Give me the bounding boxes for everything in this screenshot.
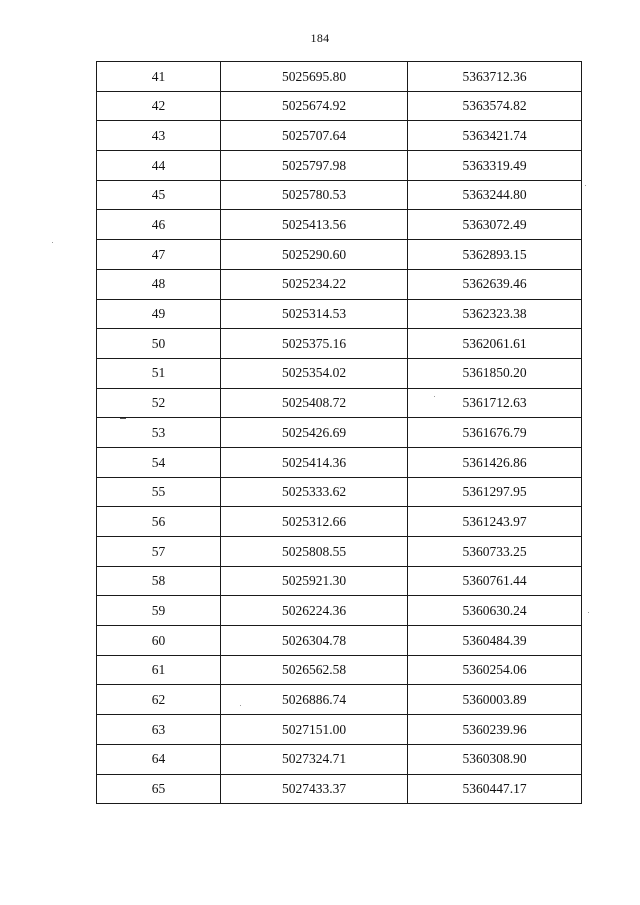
- table-row: [97, 596, 582, 626]
- point-number-cell: 42: [97, 91, 221, 121]
- point-number-cell: 62: [97, 685, 221, 715]
- table-row: [97, 537, 582, 567]
- point-number-cell: 43: [97, 121, 221, 151]
- x-coordinate-cell: 5025314.53: [221, 299, 408, 329]
- page-number: 184: [310, 31, 330, 45]
- point-number-cell: 50: [97, 329, 221, 359]
- y-coordinate-cell: 5363244.80: [408, 180, 582, 210]
- point-number-cell: 52: [97, 388, 221, 418]
- x-coordinate-cell: 5025413.56: [221, 210, 408, 240]
- x-coordinate-cell: 5025312.66: [221, 507, 408, 537]
- table-row: [97, 151, 582, 181]
- y-coordinate-cell: 5361243.97: [408, 507, 582, 537]
- y-coordinate-cell: 5363319.49: [408, 151, 582, 181]
- x-coordinate-cell: 5025426.69: [221, 418, 408, 448]
- point-number-cell: 65: [97, 774, 221, 804]
- x-coordinate-cell: 5025921.30: [221, 566, 408, 596]
- table-row: [97, 685, 582, 715]
- scan-speck: [434, 396, 435, 397]
- scan-speck: [588, 612, 589, 613]
- y-coordinate-cell: 5362893.15: [408, 240, 582, 270]
- x-coordinate-cell: 5026886.74: [221, 685, 408, 715]
- table-row: [97, 329, 582, 359]
- table-row: [97, 210, 582, 240]
- point-number-cell: 59: [97, 596, 221, 626]
- table-row: [97, 477, 582, 507]
- table-row: [97, 715, 582, 745]
- table-row: [97, 62, 582, 92]
- y-coordinate-cell: 5361297.95: [408, 477, 582, 507]
- table-row: [97, 447, 582, 477]
- y-coordinate-cell: 5362061.61: [408, 329, 582, 359]
- point-number-cell: 61: [97, 655, 221, 685]
- y-coordinate-cell: 5360254.06: [408, 655, 582, 685]
- y-coordinate-cell: 5361676.79: [408, 418, 582, 448]
- x-coordinate-cell: 5025414.36: [221, 447, 408, 477]
- x-coordinate-cell: 5025780.53: [221, 180, 408, 210]
- x-coordinate-cell: 5025408.72: [221, 388, 408, 418]
- point-number-cell: 58: [97, 566, 221, 596]
- table-row: [97, 566, 582, 596]
- y-coordinate-cell: 5360733.25: [408, 537, 582, 567]
- table-row: [97, 507, 582, 537]
- scan-speck: [120, 418, 126, 419]
- point-number-cell: 45: [97, 180, 221, 210]
- table-row: [97, 121, 582, 151]
- x-coordinate-cell: 5025797.98: [221, 151, 408, 181]
- point-number-cell: 48: [97, 269, 221, 299]
- point-number-cell: 54: [97, 447, 221, 477]
- x-coordinate-cell: 5027324.71: [221, 744, 408, 774]
- point-number-cell: 51: [97, 358, 221, 388]
- x-coordinate-cell: 5025354.02: [221, 358, 408, 388]
- x-coordinate-cell: 5026562.58: [221, 655, 408, 685]
- x-coordinate-cell: 5025234.22: [221, 269, 408, 299]
- x-coordinate-cell: 5025375.16: [221, 329, 408, 359]
- point-number-cell: 44: [97, 151, 221, 181]
- y-coordinate-cell: 5361850.20: [408, 358, 582, 388]
- x-coordinate-cell: 5025808.55: [221, 537, 408, 567]
- y-coordinate-cell: 5360447.17: [408, 774, 582, 804]
- table-row: [97, 655, 582, 685]
- x-coordinate-cell: 5025290.60: [221, 240, 408, 270]
- y-coordinate-cell: 5361426.86: [408, 447, 582, 477]
- table-row: [97, 269, 582, 299]
- coordinate-table: [96, 61, 582, 804]
- table-row: [97, 240, 582, 270]
- y-coordinate-cell: 5361712.63: [408, 388, 582, 418]
- point-number-cell: 55: [97, 477, 221, 507]
- point-number-cell: 41: [97, 62, 221, 92]
- y-coordinate-cell: 5363072.49: [408, 210, 582, 240]
- x-coordinate-cell: 5025707.64: [221, 121, 408, 151]
- table-row: [97, 626, 582, 656]
- y-coordinate-cell: 5360308.90: [408, 744, 582, 774]
- table-row: [97, 299, 582, 329]
- point-number-cell: 49: [97, 299, 221, 329]
- y-coordinate-cell: 5360630.24: [408, 596, 582, 626]
- point-number-cell: 63: [97, 715, 221, 745]
- y-coordinate-cell: 5363712.36: [408, 62, 582, 92]
- point-number-cell: 57: [97, 537, 221, 567]
- table-row: [97, 744, 582, 774]
- x-coordinate-cell: 5025333.62: [221, 477, 408, 507]
- scan-speck: [52, 242, 53, 243]
- point-number-cell: 56: [97, 507, 221, 537]
- scan-speck: [585, 185, 586, 186]
- point-number-cell: 60: [97, 626, 221, 656]
- y-coordinate-cell: 5362639.46: [408, 269, 582, 299]
- coordinate-table-body: [97, 62, 582, 804]
- scan-speck: [240, 705, 241, 706]
- x-coordinate-cell: 5026304.78: [221, 626, 408, 656]
- point-number-cell: 53: [97, 418, 221, 448]
- y-coordinate-cell: 5363421.74: [408, 121, 582, 151]
- table-row: [97, 358, 582, 388]
- y-coordinate-cell: 5360239.96: [408, 715, 582, 745]
- x-coordinate-cell: 5025674.92: [221, 91, 408, 121]
- y-coordinate-cell: 5360003.89: [408, 685, 582, 715]
- table-row: [97, 388, 582, 418]
- table-row: [97, 180, 582, 210]
- point-number-cell: 64: [97, 744, 221, 774]
- point-number-cell: 47: [97, 240, 221, 270]
- y-coordinate-cell: 5360761.44: [408, 566, 582, 596]
- x-coordinate-cell: 5025695.80: [221, 62, 408, 92]
- table-row: [97, 91, 582, 121]
- x-coordinate-cell: 5027151.00: [221, 715, 408, 745]
- y-coordinate-cell: 5362323.38: [408, 299, 582, 329]
- y-coordinate-cell: 5363574.82: [408, 91, 582, 121]
- table-row: [97, 774, 582, 804]
- x-coordinate-cell: 5027433.37: [221, 774, 408, 804]
- point-number-cell: 46: [97, 210, 221, 240]
- y-coordinate-cell: 5360484.39: [408, 626, 582, 656]
- x-coordinate-cell: 5026224.36: [221, 596, 408, 626]
- table-row: [97, 418, 582, 448]
